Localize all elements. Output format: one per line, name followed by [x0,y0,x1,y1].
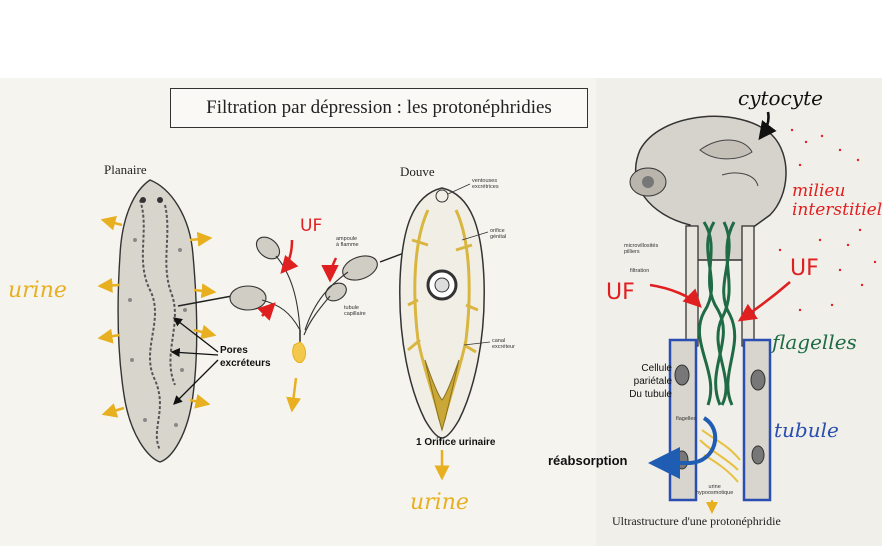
urine-hypo-line2: hypoosmotique [696,490,734,496]
douve-label: Douve [400,164,435,179]
ampoule-label-line2: à flamme [336,242,359,248]
microvillosites-line2: pilliers [624,249,640,255]
filtration-label: filtration [630,268,650,274]
milieu-interstitiel-label [792,182,882,220]
ventouses-line1: ventouses [472,178,498,184]
tubule-label: tubule [774,418,839,442]
cellule-line2: pariétale [633,376,672,387]
urine-label-left: urine [8,278,67,303]
tubule-capillaire-line1: tubule [344,305,359,311]
urine-label-douve: urine [410,490,469,515]
orifice-genital-line1: orifice [490,228,505,234]
cellule-parietale-label [600,362,672,401]
planaire-label: Planaire [104,162,147,177]
urine-hypo-label [696,484,733,496]
pores-label-line2: excréteurs [220,358,271,369]
pores-label-line1: Pores [220,345,248,356]
uf-label-right: UF [790,256,819,281]
tubule-capillaire-label [344,305,366,317]
tubule-capillaire-line2: capillaire [344,311,366,317]
ventouses-label [472,178,499,190]
pores-label [220,344,271,370]
flagelles-small-label: flagelles [676,416,697,422]
urine-hypo-line1: urine [708,484,721,490]
orifice-genital-line2: génital [490,234,507,240]
cellule-line3: Du tubule [629,389,672,400]
cytocyte-label: cytocyte [738,86,823,110]
milieu-line2: interstitiel [792,200,883,220]
microvillosites-label [624,243,658,255]
canal-excreteur-label [492,338,515,350]
uf-label-left: UF [606,280,635,305]
flame-cells-urine-blob [293,342,306,363]
flagelles-label: flagelles [772,330,857,354]
microvillosites-line1: microvillosités [624,243,659,249]
ampoule-label-line1: ampoule [336,236,358,242]
uf-label-middle: UF [300,216,323,236]
canal-line2: excréteur [492,344,515,350]
interstitial-red-dots [779,129,876,311]
flame-cells-down-arrow [292,378,296,410]
planaire-body [118,180,197,462]
ventouses-line2: excrétrices [472,184,499,190]
cellule-line1: Cellule [641,363,672,374]
milieu-line1: milieu [792,181,846,201]
ultrastructure-caption: Ultrastructure d'une protonéphridie [612,514,781,528]
canal-line1: canal [492,338,506,344]
flame-cells-drawing [230,233,381,345]
diagram-title: Filtration par dépression : les protonéphridies [170,88,588,128]
reabsorption-label: réabsorption [548,453,628,468]
orifice-urinaire-label: 1 Orifice urinaire [416,437,496,448]
orifice-genital-label [490,228,506,240]
ampoule-label [336,236,359,248]
